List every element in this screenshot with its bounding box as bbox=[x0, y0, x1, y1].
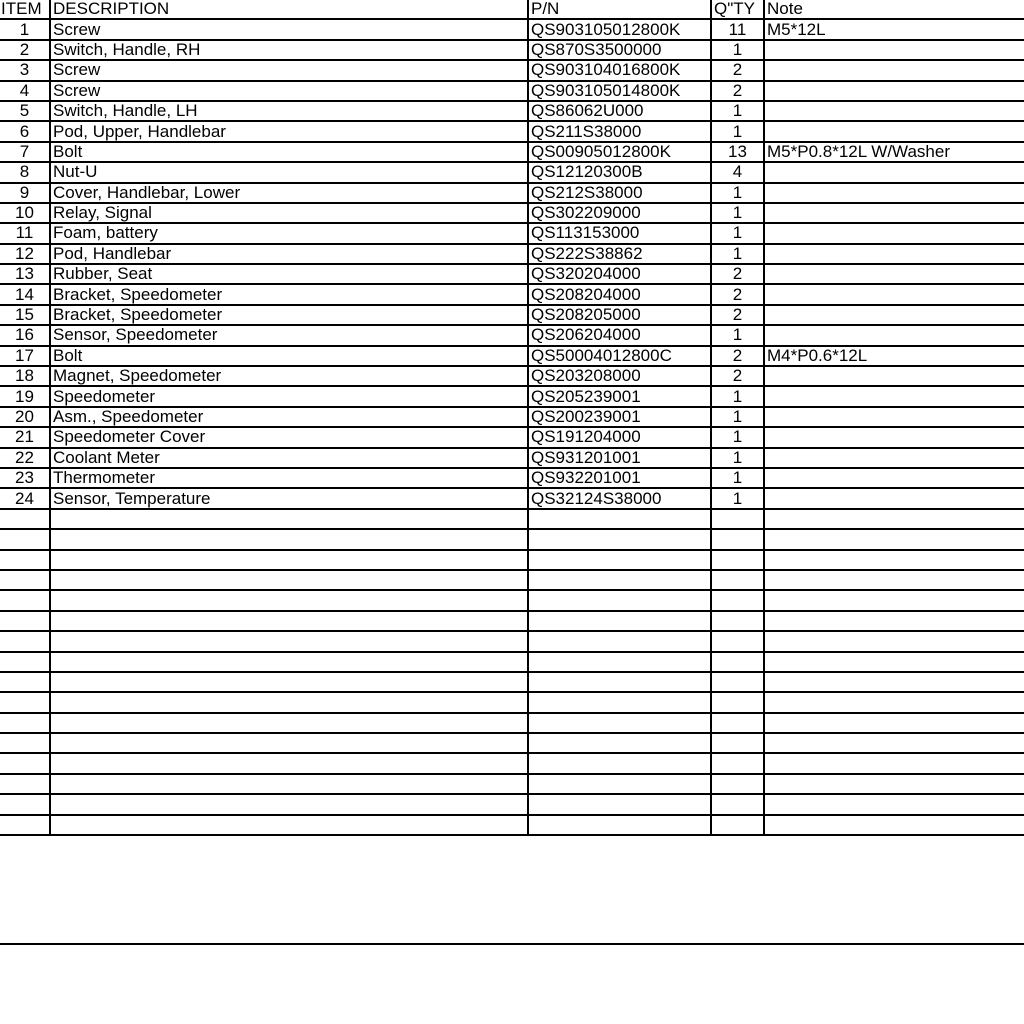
item-cell: 4 bbox=[0, 81, 50, 101]
table-row bbox=[0, 60, 1024, 80]
table-row bbox=[0, 672, 1024, 692]
part-number-cell: QS00905012800K bbox=[528, 142, 711, 162]
description-cell: Bolt bbox=[50, 346, 528, 366]
part-number-cell bbox=[528, 550, 711, 570]
quantity-column-header: Q"TY bbox=[711, 0, 764, 19]
item-cell: 2 bbox=[0, 40, 50, 60]
description-cell: Magnet, Speedometer bbox=[50, 366, 528, 386]
quantity-cell: 1 bbox=[711, 386, 764, 406]
note-cell bbox=[764, 264, 1024, 284]
note-cell bbox=[764, 713, 1024, 733]
description-cell: Speedometer bbox=[50, 386, 528, 406]
item-cell bbox=[0, 631, 50, 651]
table-row bbox=[0, 590, 1024, 610]
part-number-cell bbox=[528, 631, 711, 651]
item-cell bbox=[0, 570, 50, 590]
part-number-cell: QS205239001 bbox=[528, 386, 711, 406]
table-row bbox=[0, 488, 1024, 508]
table-row bbox=[0, 631, 1024, 651]
note-cell bbox=[764, 60, 1024, 80]
item-cell: 21 bbox=[0, 427, 50, 447]
part-number-cell: QS222S38862 bbox=[528, 244, 711, 264]
quantity-cell: 2 bbox=[711, 366, 764, 386]
table-row bbox=[0, 203, 1024, 223]
quantity-cell: 1 bbox=[711, 448, 764, 468]
quantity-cell: 11 bbox=[711, 19, 764, 39]
item-cell: 6 bbox=[0, 121, 50, 141]
part-number-cell bbox=[528, 753, 711, 773]
note-cell bbox=[764, 733, 1024, 753]
item-cell bbox=[0, 529, 50, 549]
description-cell bbox=[50, 753, 528, 773]
item-cell bbox=[0, 611, 50, 631]
quantity-cell bbox=[711, 672, 764, 692]
table-row bbox=[0, 713, 1024, 733]
table-row bbox=[0, 101, 1024, 121]
table-row bbox=[0, 794, 1024, 814]
item-cell: 7 bbox=[0, 142, 50, 162]
quantity-cell: 2 bbox=[711, 81, 764, 101]
item-cell: 12 bbox=[0, 244, 50, 264]
parts-table-body bbox=[0, 19, 1024, 835]
note-cell bbox=[764, 590, 1024, 610]
item-cell: 22 bbox=[0, 448, 50, 468]
item-cell: 3 bbox=[0, 60, 50, 80]
quantity-cell: 2 bbox=[711, 60, 764, 80]
quantity-cell bbox=[711, 529, 764, 549]
item-cell: 19 bbox=[0, 386, 50, 406]
quantity-cell: 1 bbox=[711, 223, 764, 243]
description-cell: Bracket, Speedometer bbox=[50, 284, 528, 304]
quantity-cell: 1 bbox=[711, 244, 764, 264]
note-cell bbox=[764, 81, 1024, 101]
quantity-cell bbox=[711, 753, 764, 773]
table-row bbox=[0, 407, 1024, 427]
note-cell bbox=[764, 40, 1024, 60]
note-cell bbox=[764, 223, 1024, 243]
quantity-cell bbox=[711, 590, 764, 610]
description-cell: Relay, Signal bbox=[50, 203, 528, 223]
quantity-cell: 1 bbox=[711, 121, 764, 141]
description-cell bbox=[50, 529, 528, 549]
note-cell: M5*12L bbox=[764, 19, 1024, 39]
description-cell: Screw bbox=[50, 60, 528, 80]
table-row bbox=[0, 753, 1024, 773]
part-number-cell: QS903105012800K bbox=[528, 19, 711, 39]
quantity-cell: 2 bbox=[711, 264, 764, 284]
description-cell bbox=[50, 590, 528, 610]
quantity-cell bbox=[711, 692, 764, 712]
part-number-cell: QS903104016800K bbox=[528, 60, 711, 80]
table-row bbox=[0, 774, 1024, 794]
table-row bbox=[0, 815, 1024, 835]
part-number-cell bbox=[528, 815, 711, 835]
item-cell: 13 bbox=[0, 264, 50, 284]
item-cell bbox=[0, 774, 50, 794]
part-number-cell: QS200239001 bbox=[528, 407, 711, 427]
quantity-cell bbox=[711, 774, 764, 794]
part-number-cell bbox=[528, 774, 711, 794]
note-cell bbox=[764, 753, 1024, 773]
note-cell bbox=[764, 509, 1024, 529]
table-row bbox=[0, 550, 1024, 570]
table-row bbox=[0, 81, 1024, 101]
item-cell: 10 bbox=[0, 203, 50, 223]
description-cell: Asm., Speedometer bbox=[50, 407, 528, 427]
part-number-cell: QS208204000 bbox=[528, 284, 711, 304]
description-cell: Nut-U bbox=[50, 162, 528, 182]
quantity-cell bbox=[711, 550, 764, 570]
item-cell bbox=[0, 733, 50, 753]
note-cell bbox=[764, 488, 1024, 508]
note-cell bbox=[764, 427, 1024, 447]
quantity-cell bbox=[711, 631, 764, 651]
description-cell bbox=[50, 550, 528, 570]
item-cell: 16 bbox=[0, 325, 50, 345]
table-row bbox=[0, 183, 1024, 203]
description-cell bbox=[50, 794, 528, 814]
description-cell bbox=[50, 631, 528, 651]
description-cell: Pod, Upper, Handlebar bbox=[50, 121, 528, 141]
item-cell: 11 bbox=[0, 223, 50, 243]
part-number-cell bbox=[528, 733, 711, 753]
item-cell bbox=[0, 794, 50, 814]
table-header-row bbox=[0, 0, 1024, 19]
description-cell: Switch, Handle, LH bbox=[50, 101, 528, 121]
part-number-cell bbox=[528, 509, 711, 529]
part-number-cell: QS86062U000 bbox=[528, 101, 711, 121]
note-cell bbox=[764, 366, 1024, 386]
part-number-cell: QS211S38000 bbox=[528, 121, 711, 141]
quantity-cell: 2 bbox=[711, 284, 764, 304]
part-number-cell bbox=[528, 692, 711, 712]
part-number-column-header: P/N bbox=[528, 0, 711, 19]
table-row bbox=[0, 142, 1024, 162]
table-row bbox=[0, 346, 1024, 366]
note-cell bbox=[764, 305, 1024, 325]
note-cell bbox=[764, 672, 1024, 692]
description-cell: Sensor, Temperature bbox=[50, 488, 528, 508]
note-cell: M5*P0.8*12L W/Washer bbox=[764, 142, 1024, 162]
item-cell bbox=[0, 590, 50, 610]
quantity-cell: 1 bbox=[711, 407, 764, 427]
note-cell bbox=[764, 774, 1024, 794]
quantity-cell: 1 bbox=[711, 325, 764, 345]
quantity-cell: 1 bbox=[711, 468, 764, 488]
description-cell: Cover, Handlebar, Lower bbox=[50, 183, 528, 203]
table-row bbox=[0, 366, 1024, 386]
note-cell bbox=[764, 183, 1024, 203]
note-column-header: Note bbox=[764, 0, 1024, 19]
note-cell bbox=[764, 162, 1024, 182]
item-cell bbox=[0, 509, 50, 529]
quantity-cell bbox=[711, 815, 764, 835]
item-cell bbox=[0, 815, 50, 835]
description-cell: Bolt bbox=[50, 142, 528, 162]
part-number-cell: QS50004012800C bbox=[528, 346, 711, 366]
note-cell bbox=[764, 815, 1024, 835]
part-number-cell: QS208205000 bbox=[528, 305, 711, 325]
note-cell bbox=[764, 244, 1024, 264]
item-cell: 15 bbox=[0, 305, 50, 325]
item-cell: 17 bbox=[0, 346, 50, 366]
item-cell: 18 bbox=[0, 366, 50, 386]
note-cell bbox=[764, 611, 1024, 631]
quantity-cell: 2 bbox=[711, 305, 764, 325]
note-cell bbox=[764, 631, 1024, 651]
note-cell: M4*P0.6*12L bbox=[764, 346, 1024, 366]
part-number-cell: QS203208000 bbox=[528, 366, 711, 386]
quantity-cell bbox=[711, 794, 764, 814]
part-number-cell bbox=[528, 672, 711, 692]
note-cell bbox=[764, 448, 1024, 468]
quantity-cell bbox=[711, 652, 764, 672]
table-row bbox=[0, 468, 1024, 488]
description-cell bbox=[50, 774, 528, 794]
part-number-cell: QS931201001 bbox=[528, 448, 711, 468]
item-cell bbox=[0, 753, 50, 773]
part-number-cell: QS302209000 bbox=[528, 203, 711, 223]
description-cell bbox=[50, 652, 528, 672]
description-cell: Screw bbox=[50, 19, 528, 39]
note-cell bbox=[764, 203, 1024, 223]
part-number-cell: QS12120300B bbox=[528, 162, 711, 182]
table-row bbox=[0, 611, 1024, 631]
description-cell bbox=[50, 733, 528, 753]
table-row bbox=[0, 19, 1024, 39]
part-number-cell: QS320204000 bbox=[528, 264, 711, 284]
item-cell: 20 bbox=[0, 407, 50, 427]
description-cell bbox=[50, 815, 528, 835]
description-cell: Thermometer bbox=[50, 468, 528, 488]
table-row bbox=[0, 692, 1024, 712]
note-cell bbox=[764, 325, 1024, 345]
table-row bbox=[0, 427, 1024, 447]
description-cell: Bracket, Speedometer bbox=[50, 305, 528, 325]
note-cell bbox=[764, 570, 1024, 590]
item-column-header: ITEM bbox=[0, 0, 50, 19]
description-cell bbox=[50, 692, 528, 712]
item-cell bbox=[0, 672, 50, 692]
part-number-cell bbox=[528, 611, 711, 631]
part-number-cell: QS212S38000 bbox=[528, 183, 711, 203]
note-cell bbox=[764, 794, 1024, 814]
note-cell bbox=[764, 407, 1024, 427]
note-cell bbox=[764, 386, 1024, 406]
description-cell bbox=[50, 611, 528, 631]
item-cell bbox=[0, 713, 50, 733]
part-number-cell: QS32124S38000 bbox=[528, 488, 711, 508]
note-cell bbox=[764, 652, 1024, 672]
part-number-cell bbox=[528, 652, 711, 672]
table-row bbox=[0, 570, 1024, 590]
note-cell bbox=[764, 101, 1024, 121]
quantity-cell bbox=[711, 570, 764, 590]
part-number-cell bbox=[528, 713, 711, 733]
bottom-rule bbox=[0, 943, 1024, 945]
table-row bbox=[0, 162, 1024, 182]
description-cell bbox=[50, 672, 528, 692]
table-row bbox=[0, 284, 1024, 304]
description-cell: Screw bbox=[50, 81, 528, 101]
item-cell: 5 bbox=[0, 101, 50, 121]
part-number-cell bbox=[528, 529, 711, 549]
quantity-cell: 13 bbox=[711, 142, 764, 162]
table-row bbox=[0, 448, 1024, 468]
item-cell: 1 bbox=[0, 19, 50, 39]
description-column-header: DESCRIPTION bbox=[50, 0, 528, 19]
description-cell: Switch, Handle, RH bbox=[50, 40, 528, 60]
part-number-cell bbox=[528, 590, 711, 610]
table-row bbox=[0, 529, 1024, 549]
quantity-cell: 4 bbox=[711, 162, 764, 182]
quantity-cell: 1 bbox=[711, 427, 764, 447]
note-cell bbox=[764, 692, 1024, 712]
quantity-cell: 1 bbox=[711, 40, 764, 60]
quantity-cell bbox=[711, 509, 764, 529]
note-cell bbox=[764, 284, 1024, 304]
table-row bbox=[0, 733, 1024, 753]
part-number-cell: QS932201001 bbox=[528, 468, 711, 488]
item-cell: 9 bbox=[0, 183, 50, 203]
quantity-cell: 1 bbox=[711, 488, 764, 508]
description-cell: Pod, Handlebar bbox=[50, 244, 528, 264]
item-cell: 23 bbox=[0, 468, 50, 488]
item-cell bbox=[0, 652, 50, 672]
description-cell bbox=[50, 713, 528, 733]
item-cell bbox=[0, 692, 50, 712]
description-cell bbox=[50, 570, 528, 590]
quantity-cell: 1 bbox=[711, 203, 764, 223]
quantity-cell: 2 bbox=[711, 346, 764, 366]
description-cell: Foam, battery bbox=[50, 223, 528, 243]
part-number-cell: QS113153000 bbox=[528, 223, 711, 243]
description-cell: Speedometer Cover bbox=[50, 427, 528, 447]
note-cell bbox=[764, 468, 1024, 488]
quantity-cell: 1 bbox=[711, 101, 764, 121]
part-number-cell bbox=[528, 794, 711, 814]
table-row bbox=[0, 40, 1024, 60]
quantity-cell bbox=[711, 733, 764, 753]
quantity-cell bbox=[711, 713, 764, 733]
part-number-cell: QS206204000 bbox=[528, 325, 711, 345]
part-number-cell: QS870S3500000 bbox=[528, 40, 711, 60]
description-cell: Sensor, Speedometer bbox=[50, 325, 528, 345]
table-row bbox=[0, 386, 1024, 406]
part-number-cell: QS903105014800K bbox=[528, 81, 711, 101]
quantity-cell: 1 bbox=[711, 183, 764, 203]
table-row bbox=[0, 264, 1024, 284]
description-cell bbox=[50, 509, 528, 529]
table-row bbox=[0, 652, 1024, 672]
item-cell: 24 bbox=[0, 488, 50, 508]
note-cell bbox=[764, 529, 1024, 549]
part-number-cell: QS191204000 bbox=[528, 427, 711, 447]
description-cell: Coolant Meter bbox=[50, 448, 528, 468]
note-cell bbox=[764, 121, 1024, 141]
table-row bbox=[0, 121, 1024, 141]
table-row bbox=[0, 223, 1024, 243]
table-row bbox=[0, 244, 1024, 264]
table-row bbox=[0, 509, 1024, 529]
item-cell: 8 bbox=[0, 162, 50, 182]
part-number-cell bbox=[528, 570, 711, 590]
table-row bbox=[0, 305, 1024, 325]
description-cell: Rubber, Seat bbox=[50, 264, 528, 284]
quantity-cell bbox=[711, 611, 764, 631]
item-cell bbox=[0, 550, 50, 570]
table-row bbox=[0, 325, 1024, 345]
note-cell bbox=[764, 550, 1024, 570]
item-cell: 14 bbox=[0, 284, 50, 304]
